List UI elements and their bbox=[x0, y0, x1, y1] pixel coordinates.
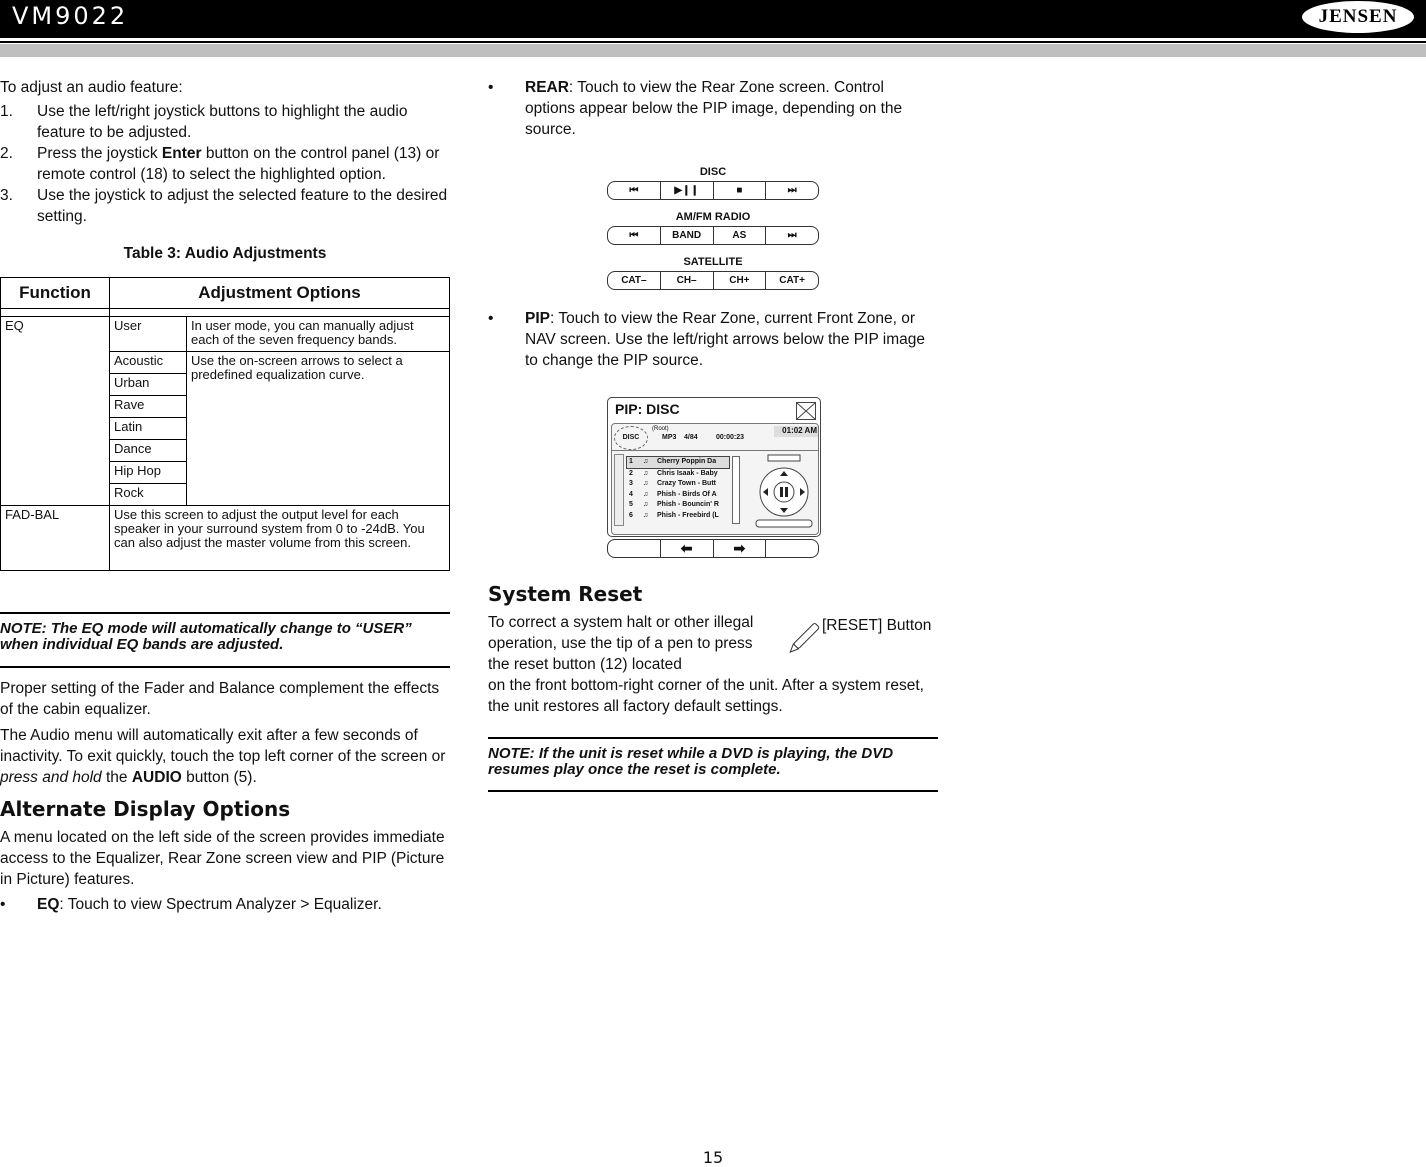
track-row[interactable]: 5 ♫ Phish - Bouncin' R bbox=[629, 501, 719, 508]
note1-bottom-rule bbox=[0, 666, 450, 668]
band-button[interactable]: BAND bbox=[660, 227, 713, 244]
col-adjustment-options: Adjustment Options bbox=[110, 278, 450, 309]
elapsed-time: 00:00:23 bbox=[716, 434, 745, 441]
play-pause-icon[interactable]: ▶❙❙ bbox=[660, 182, 713, 199]
radio-label: AM/FM RADIO bbox=[675, 211, 751, 223]
track-row[interactable]: 3 ♫ Crazy Town - Butt bbox=[629, 480, 716, 487]
scrollbar[interactable] bbox=[732, 456, 740, 524]
section-alternate-display: Alternate Display Options bbox=[0, 797, 291, 821]
format-label: MP3 bbox=[662, 434, 677, 441]
pip-title: PIP: DISC bbox=[615, 401, 680, 417]
step-1: 1. Use the left/right joystick buttons to highlight the audio feature to be adjusted. bbox=[0, 103, 408, 141]
disc-control-bar bbox=[607, 181, 819, 200]
page-number: 15 bbox=[702, 1148, 724, 1167]
alternate-paragraph: A menu located on the left side of the screen provides immediate access to the Equalizer, Rear Zone screen view and PIP (Picture in Picture) features. bbox=[0, 829, 445, 888]
preset-desc: Use the on-screen arrows to select a predefined equalization curve. bbox=[187, 352, 450, 506]
col-function: Function bbox=[1, 278, 110, 309]
prev-track-icon[interactable]: ⏮ bbox=[629, 185, 639, 196]
side-menu[interactable] bbox=[614, 454, 624, 526]
model-name: VM9022 bbox=[12, 2, 129, 30]
ch-plus-button[interactable]: CH+ bbox=[713, 272, 766, 289]
disc-label: DISC bbox=[699, 166, 727, 178]
reset-button-label: [RESET] Button bbox=[822, 617, 932, 634]
player-screen bbox=[611, 423, 819, 535]
note1-top-rule bbox=[0, 612, 450, 614]
fader-paragraph: Proper setting of the Fader and Balance complement the effects of the cabin equalizer. bbox=[0, 680, 440, 718]
audio-exit-paragraph: The Audio menu will automatically exit after a few seconds of inactivity. To exit quickly, touch the top left corner of the screen or press and hold the AUDIO button (5). bbox=[0, 727, 446, 786]
root-label: (Root) bbox=[652, 426, 669, 432]
arrow-left-icon[interactable]: ⬅ bbox=[660, 540, 713, 557]
satellite-label: SATELLITE bbox=[683, 256, 743, 268]
bullet-pip: • PIP: Touch to view the Rear Zone, current Front Zone, or NAV screen. Use the left/right arrows below the PIP image to change the PIP source. bbox=[488, 310, 926, 369]
pip-source-bar bbox=[607, 539, 819, 558]
audio-adjustments-table bbox=[0, 277, 450, 571]
track-row[interactable]: 1 ♫ Cherry Poppin Da bbox=[626, 456, 730, 469]
arrow-right-icon[interactable]: ➡ bbox=[713, 540, 766, 557]
fadbal-cell: FAD-BAL bbox=[1, 506, 110, 571]
disc-source-icon[interactable]: DISC bbox=[614, 426, 648, 450]
stop-icon[interactable]: ■ bbox=[713, 182, 766, 199]
track-row[interactable]: 2 ♫ Chris Isaak - Baby bbox=[629, 469, 718, 477]
track-row[interactable]: 6 ♫ Phish - Freebird (L bbox=[629, 511, 719, 519]
cat-plus-button[interactable]: CAT+ bbox=[765, 272, 818, 289]
joystick-pad-icon[interactable] bbox=[754, 454, 814, 530]
close-icon[interactable] bbox=[796, 402, 816, 420]
radio-control-bar bbox=[607, 226, 819, 245]
note-reset: NOTE: If the unit is reset while a DVD is playing, the DVD resumes play once the reset is complete. bbox=[488, 745, 894, 778]
header-rule bbox=[0, 41, 1426, 43]
preset-urban: Urban bbox=[110, 374, 187, 396]
bullet-rear: • REAR: Touch to view the Rear Zone screen. Control options appear below the PIP image, depending on the source. bbox=[488, 79, 903, 138]
cat-minus-button[interactable]: CAT– bbox=[621, 275, 647, 286]
section-system-reset: System Reset bbox=[488, 582, 643, 606]
reset-paragraph-1: To correct a system halt or other illegal operation, use the tip of a pen to press the reset button (12) located bbox=[488, 614, 754, 673]
as-button[interactable]: AS bbox=[713, 227, 766, 244]
satellite-control-bar bbox=[607, 271, 819, 290]
radio-next-icon[interactable]: ⏭ bbox=[765, 227, 818, 244]
intro-text: To adjust an audio feature: bbox=[0, 79, 183, 96]
preset-acoustic: Acoustic bbox=[110, 352, 187, 374]
header-grey-bar bbox=[0, 44, 1426, 57]
step-2: 2. Press the joystick Enter button on the control panel (13) or remote control (18) to select the highlighted option. bbox=[0, 145, 440, 183]
step-3: 3. Use the joystick to adjust the selected feature to the desired setting. bbox=[0, 187, 448, 225]
next-track-icon[interactable]: ⏭ bbox=[765, 182, 818, 199]
radio-prev-icon[interactable]: ⏮ bbox=[629, 230, 639, 241]
user-desc: In user mode, you can manually adjust each of the seven frequency bands. bbox=[187, 317, 450, 352]
bullet-eq: • EQ: Touch to view Spectrum Analyzer > Equalizer. bbox=[0, 896, 382, 913]
pip-screen-diagram bbox=[607, 397, 821, 557]
pen-icon bbox=[786, 620, 822, 658]
note-eq: NOTE: The EQ mode will automatically change to “USER” when individual EQ bands are adjusted. bbox=[0, 620, 412, 653]
rear-controls-diagram bbox=[607, 164, 821, 289]
ch-minus-button[interactable]: CH– bbox=[660, 272, 713, 289]
preset-dance: Dance bbox=[110, 440, 187, 462]
eq-cell: EQ bbox=[1, 317, 110, 506]
clock: 01:02 AM bbox=[774, 426, 819, 437]
table-caption: Table 3: Audio Adjustments bbox=[123, 245, 327, 262]
track-list bbox=[626, 456, 730, 521]
note2-bottom-rule bbox=[488, 790, 938, 792]
preset-latin: Latin bbox=[110, 418, 187, 440]
track-counter: 4/84 bbox=[684, 434, 698, 441]
preset-hiphop: Hip Hop bbox=[110, 462, 187, 484]
note2-top-rule bbox=[488, 737, 938, 739]
reset-paragraph-2: on the front bottom-right corner of the unit. After a system reset, the unit restores all factory default settings. bbox=[488, 677, 924, 715]
user-cell: User bbox=[110, 317, 187, 352]
preset-rock: Rock bbox=[110, 484, 187, 506]
preset-rave: Rave bbox=[110, 396, 187, 418]
fadbal-desc: Use this screen to adjust the output level for each speaker in your surround system from 0 to -24dB. You can also adjust the master volume from this screen. bbox=[110, 506, 450, 571]
track-row[interactable]: 4 ♫ Phish - Birds Of A bbox=[629, 490, 717, 498]
jensen-logo: JENSEN bbox=[1302, 1, 1414, 33]
page-header bbox=[0, 0, 1426, 38]
